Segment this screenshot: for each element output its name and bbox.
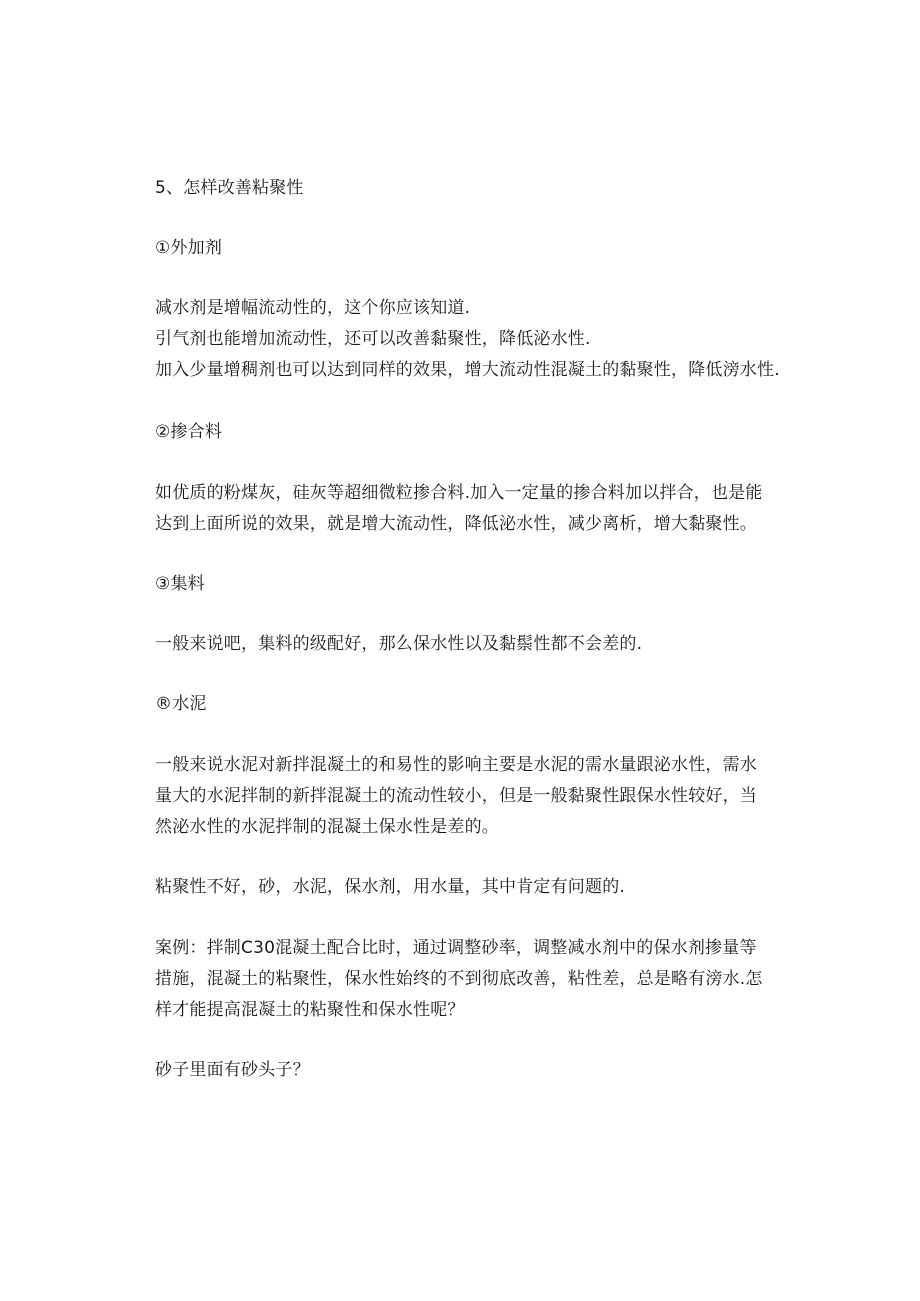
heading-title: 5、怎样改善粘聚性 (155, 178, 304, 198)
section-title-mineral-admixture: ②掺合料 (155, 422, 223, 442)
paragraph-line: 达到上面所说的效果，就是增大流动性，降低泌水性，减少离析，增大黏聚性。 (155, 514, 757, 534)
case-paragraph-line: 样才能提高混凝土的粘聚性和保水性呢？ (155, 1000, 465, 1020)
paragraph-line: 减水剂是增幅流动性的，这个你应该知道. (155, 298, 471, 318)
section-title-cement: ®水泥 (155, 694, 207, 714)
paragraph-line: 一般来说水泥对新拌混凝土的和易性的影响主要是水泥的需水量跟泌水性，需水 (155, 755, 757, 775)
case-paragraph-line: 措施，混凝土的粘聚性，保水性始终的不到彻底改善，粘性差，总是略有滂水.怎 (155, 969, 763, 989)
paragraph-line: 然泌水性的水泥拌制的混凝土保水性是差的。 (155, 817, 499, 837)
paragraph-line: 引气剂也能增加流动性，还可以改善黏聚性，降低泌水性. (155, 329, 591, 349)
section-title-admixture: ①外加剂 (155, 238, 223, 258)
paragraph-line: 量大的水泥拌制的新拌混凝土的流动性较小，但是一般黏聚性跟保水性较好，当 (155, 786, 757, 806)
section-title-aggregate: ③集料 (155, 574, 205, 594)
paragraph-line: 加入少量增稠剂也可以达到同样的效果，增大流动性混凝土的黏聚性，降低滂水性. (155, 360, 780, 380)
case-paragraph-line: 案例：拌制C30混凝土配合比时，通过调整砂率，调整减水剂中的保水剂掺量等 (155, 938, 757, 958)
summary-paragraph: 粘聚性不好，砂，水泥，保水剂，用水量，其中肯定有问题的. (155, 877, 626, 897)
paragraph-line: 如优质的粉煤灰，硅灰等超细微粒掺合料.加入一定量的掺合料加以拌合，也是能 (155, 483, 763, 503)
paragraph-line: 一般来说吧，集料的级配好，那么保水性以及黏鬃性都不会差的. (155, 634, 643, 654)
question-paragraph: 砂子里面有砂头子？ (155, 1060, 310, 1080)
